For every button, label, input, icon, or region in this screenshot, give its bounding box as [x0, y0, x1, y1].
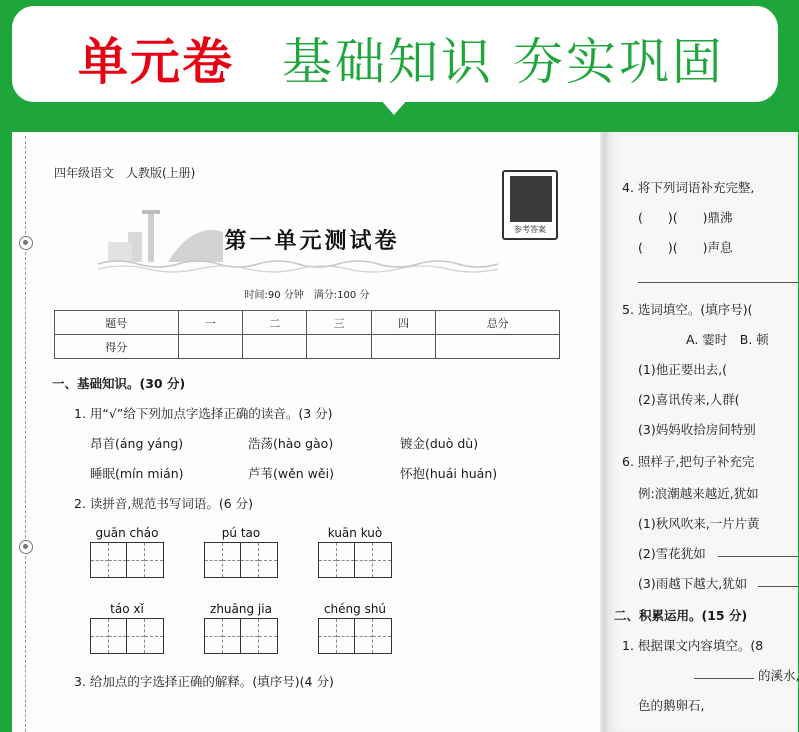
fill-item: (2)雪花犹如 — [638, 546, 706, 561]
exam-title: 第一单元测试卷 — [224, 229, 400, 254]
table-cell — [436, 335, 560, 359]
left-page — [12, 132, 602, 732]
fill-item: 的溪水, — [758, 668, 799, 683]
banner-pointer — [380, 99, 408, 115]
table-cell: 三 — [307, 311, 371, 335]
table-cell: 总分 — [436, 311, 560, 335]
word-options: A. 霎时 B. 顿 — [686, 332, 769, 347]
time-score-info: 时间:90 分钟 满分:100 分 — [244, 290, 370, 301]
table-cell: 题号 — [55, 311, 179, 335]
answer-line — [718, 556, 798, 557]
pinyin-label: pú tao — [221, 526, 261, 540]
fill-item: (3)妈妈收拾房间特别 — [638, 422, 756, 437]
answer-line — [694, 678, 754, 679]
pinyin-label: chéng shú — [323, 602, 387, 616]
qr-code-icon — [510, 176, 552, 222]
pinyin-label: guān cháo — [95, 526, 159, 540]
reading-item: 睡眠(mín mián) — [90, 466, 184, 481]
table-cell — [243, 335, 307, 359]
reading-item: 浩荡(hào gào) — [248, 436, 334, 451]
writing-grid[interactable] — [90, 618, 164, 654]
score-table — [54, 310, 560, 359]
writing-grid[interactable] — [204, 542, 278, 578]
question-2: 2. 读拼音,规范书写词语。(6 分) — [74, 496, 254, 511]
section-2-heading: 二、积累运用。(15 分) — [614, 608, 748, 623]
writing-grid[interactable] — [90, 542, 164, 578]
fill-item: (1)秋风吹来,一片片黄 — [638, 516, 760, 531]
section-1-heading: 一、基础知识。(30 分) — [52, 376, 186, 391]
pinyin-writing-box[interactable] — [318, 602, 392, 654]
section-2-question-1: 1. 根据课文内容填空。(8 — [622, 638, 764, 653]
table-cell — [371, 335, 435, 359]
pinyin-writing-box[interactable] — [90, 526, 164, 578]
fill-item: (1)他正要出去,( — [638, 362, 728, 377]
idiom-blank-b: ( )( )声息 — [638, 240, 733, 255]
pinyin-writing-box[interactable] — [90, 602, 164, 654]
grade-edition-header: 四年级语文 人教版(上册) — [54, 166, 196, 180]
right-page — [608, 132, 798, 732]
pinyin-label: táo xǐ — [110, 602, 144, 616]
question-1: 1. 用“√”给下列加点字选择正确的读音。(3 分) — [74, 406, 333, 421]
pinyin-label: zhuāng jia — [210, 602, 272, 616]
banner-red-title: 单元卷 — [78, 33, 234, 91]
table-cell — [178, 335, 242, 359]
binding-hole — [19, 540, 33, 554]
reading-item: 芦苇(wěn wěi) — [248, 466, 334, 481]
writing-grid[interactable] — [318, 542, 392, 578]
answer-line — [758, 586, 798, 587]
idiom-blank-a: ( )( )鼎沸 — [638, 210, 733, 225]
binding-line — [25, 556, 26, 732]
table-cell: 一 — [178, 311, 242, 335]
score-table-header-row — [55, 311, 560, 335]
fill-item: (2)喜讯传来,人群( — [638, 392, 740, 407]
qr-caption: 参考答案 — [514, 225, 546, 234]
question-3: 3. 给加点的字选择正确的解释。(填序号)(4 分) — [74, 674, 334, 689]
reading-item: 昂首(áng yáng) — [90, 436, 184, 451]
answer-line — [638, 282, 798, 283]
pinyin-writing-box[interactable] — [204, 526, 278, 578]
binding-line — [25, 136, 26, 234]
table-cell — [307, 335, 371, 359]
fill-item: (3)雨越下越大,犹如 — [638, 576, 748, 591]
fill-item: 色的鹅卵石, — [638, 698, 705, 713]
table-cell: 得分 — [55, 335, 179, 359]
score-table-score-row — [55, 335, 560, 359]
question-4: 4. 将下列词语补充完整, — [622, 180, 755, 195]
question-5: 5. 选词填空。(填序号)( — [622, 302, 753, 317]
reading-item: 怀抱(huái huán) — [400, 466, 498, 481]
table-cell: 二 — [243, 311, 307, 335]
reading-item: 镀金(duò dù) — [400, 436, 479, 451]
example-sentence: 例:浪潮越来越近,犹如 — [638, 486, 759, 501]
banner-green-slogan: 基础知识 夯实巩固 — [282, 33, 725, 91]
pinyin-writing-box[interactable] — [204, 602, 278, 654]
table-cell: 四 — [371, 311, 435, 335]
pinyin-label: kuān kuò — [327, 526, 383, 540]
question-6: 6. 照样子,把句子补充完 — [622, 454, 755, 469]
writing-grid[interactable] — [204, 618, 278, 654]
exam-paper-photo — [12, 132, 799, 732]
writing-grid[interactable] — [318, 618, 392, 654]
pinyin-writing-box[interactable] — [318, 526, 392, 578]
